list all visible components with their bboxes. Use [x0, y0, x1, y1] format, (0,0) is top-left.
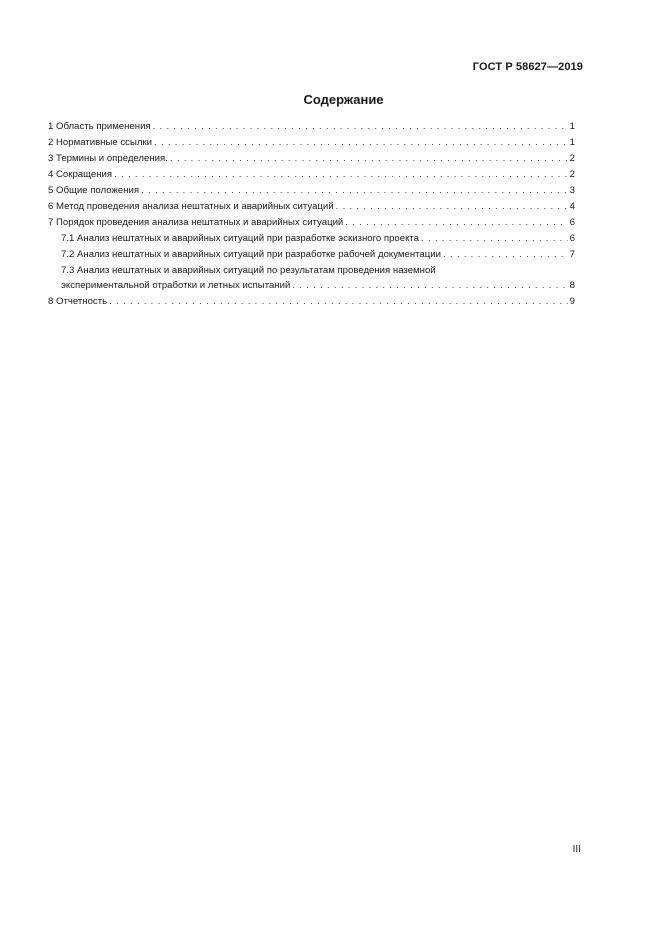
toc-item-page: 1: [569, 121, 575, 132]
toc-item-page: 7: [569, 249, 575, 260]
toc-item-text: 2 Нормативные ссылки: [48, 137, 153, 148]
toc-leader-dots: [421, 231, 568, 247]
toc-item-text-continued: экспериментальной отработки и летных испытаний: [61, 280, 291, 291]
toc-item-3[interactable]: [48, 151, 575, 167]
toc-item-text: 8 Отчетность: [48, 296, 108, 307]
toc-item-page: 6: [569, 217, 575, 228]
toc-item-text: 7.1 Анализ нештатных и аварийных ситуаций при разработке эскизного проекта: [61, 233, 420, 244]
toc-item-page: 1: [569, 137, 575, 148]
toc-leader-dots: [336, 199, 568, 215]
toc-item-6[interactable]: [48, 199, 575, 215]
page-number: III: [572, 844, 581, 855]
toc-item-page: 3: [569, 185, 575, 196]
toc-item-text: 7 Порядок проведения анализа нештатных и аварийных ситуаций: [48, 217, 344, 228]
toc-item-4[interactable]: [48, 167, 575, 183]
toc-item-page: 8: [569, 280, 575, 291]
toc-leader-dots: [345, 215, 567, 231]
document-code: ГОСТ Р 58627—2019: [472, 61, 583, 73]
toc-item-1[interactable]: [48, 119, 575, 135]
toc-item-text: 6 Метод проведения анализа нештатных и аварийных ситуаций: [48, 201, 334, 212]
toc-leader-dots: [443, 247, 568, 263]
toc-leader-dots: [292, 278, 567, 294]
toc-item-7-2[interactable]: [48, 247, 575, 263]
toc-item-page: 4: [569, 201, 575, 212]
toc-leader-dots: [154, 135, 568, 151]
toc-item-page: 2: [569, 153, 575, 164]
table-of-contents: [48, 119, 575, 310]
toc-item-page: 9: [569, 296, 575, 307]
toc-item-7-1[interactable]: [48, 231, 575, 247]
toc-item-text: 7.2 Анализ нештатных и аварийных ситуаций при разработке рабочей документации: [61, 249, 441, 260]
toc-item-text: 5 Общие положения: [48, 185, 140, 196]
toc-leader-dots: [114, 167, 568, 183]
toc-item-page: 2: [569, 169, 575, 180]
toc-leader-dots: [109, 294, 568, 310]
toc-item-8[interactable]: [48, 294, 575, 310]
toc-item-text: 4 Сокращения: [48, 169, 113, 180]
toc-item-text: 1 Область применения: [48, 121, 151, 132]
toc-leader-dots: [153, 119, 568, 135]
toc-item-7-3[interactable]: [48, 263, 575, 294]
toc-item-7[interactable]: [48, 215, 575, 231]
toc-item-page: 6: [569, 233, 575, 244]
toc-item-2[interactable]: [48, 135, 575, 151]
toc-item-5[interactable]: [48, 183, 575, 199]
toc-item-text: 3 Термины и определения.: [48, 153, 168, 164]
toc-title: Содержание: [303, 92, 384, 107]
toc-leader-dots: [141, 183, 568, 199]
toc-leader-dots: [170, 151, 568, 167]
toc-item-text: 7.3 Анализ нештатных и аварийных ситуаций по результатам проведения наземной: [61, 265, 436, 276]
